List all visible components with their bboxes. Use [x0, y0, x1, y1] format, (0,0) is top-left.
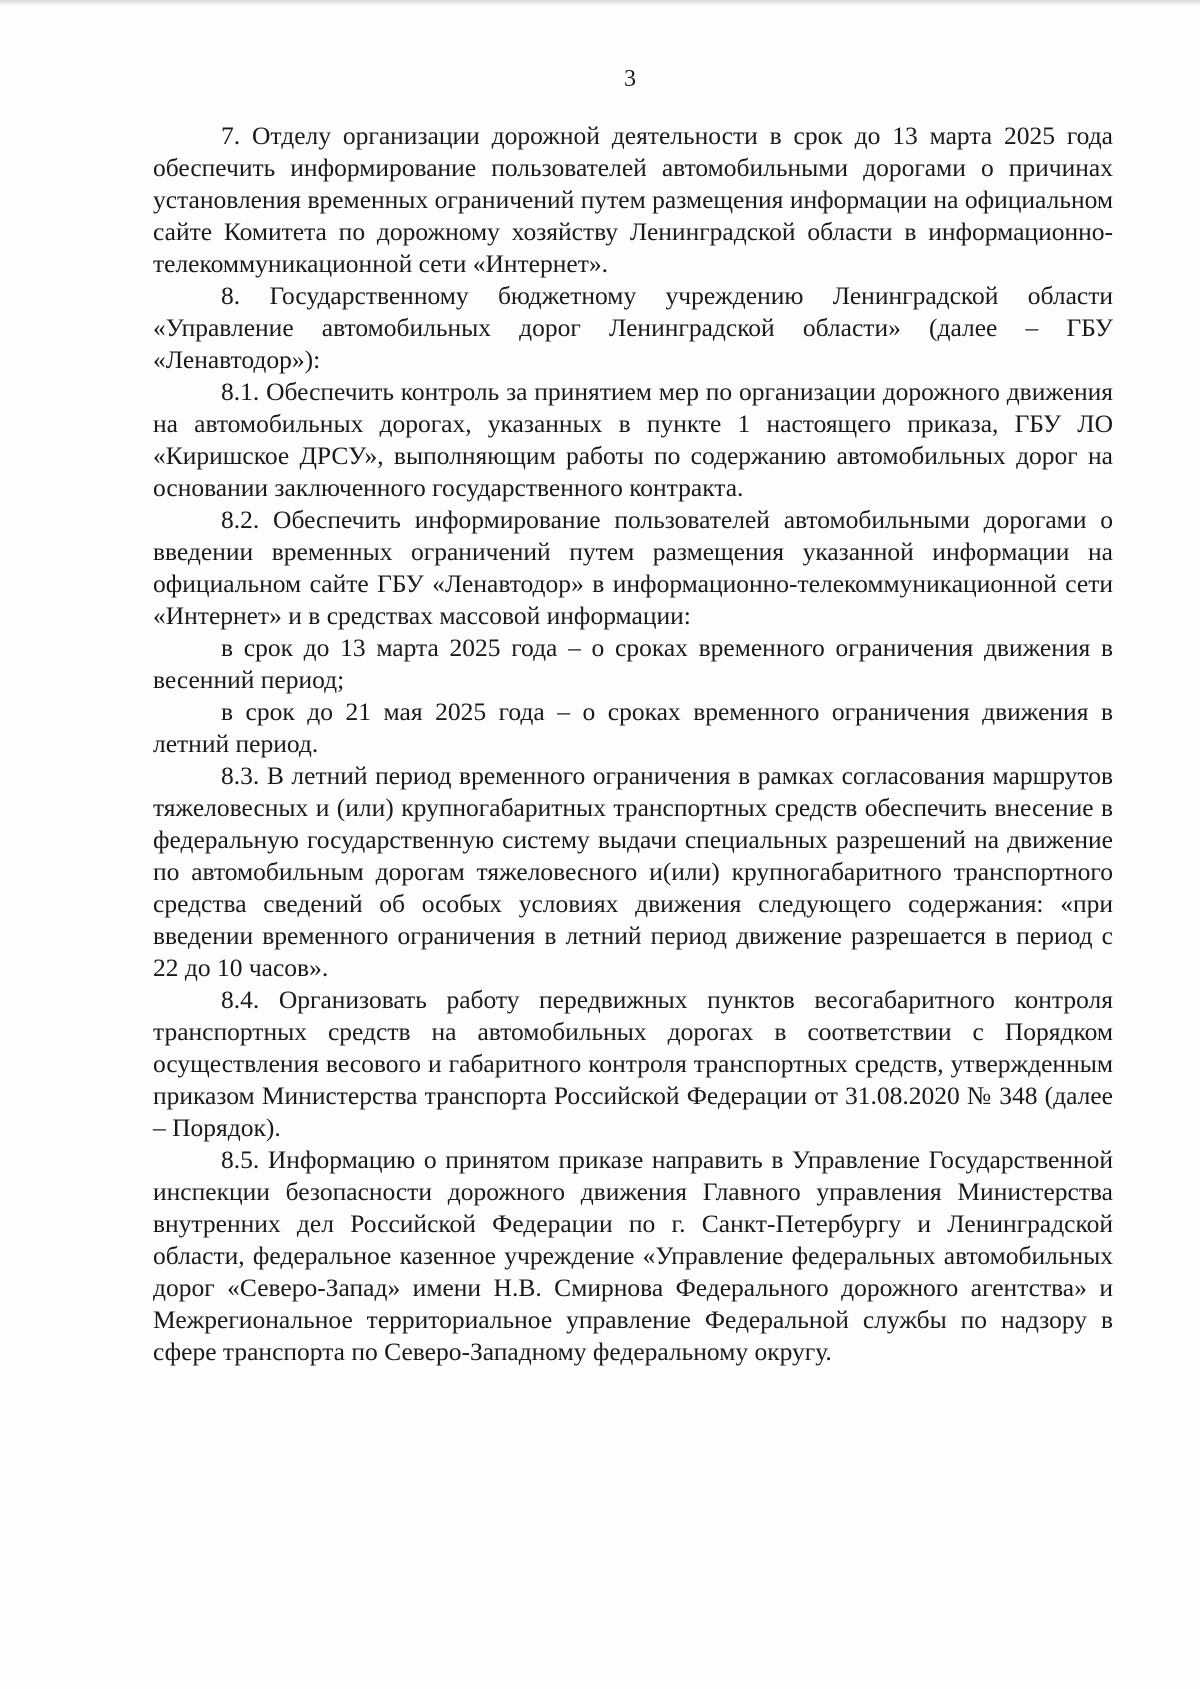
document-body — [153, 120, 1113, 1368]
paragraph-8-2: 8.2. Обеспечить информирование пользователей автомобильными дорогами о введении временных ограничений путем размещения указанной информации на официальном сайте ГБУ «Ленавтодор» в информационно-телекоммуникационной сети «Интернет» и в средствах массовой информации: — [153, 505, 1113, 630]
paragraph-8-5: 8.5. Информацию о принятом приказе направить в Управление Государственной инспекции безопасности дорожного движения Главного управления Министерства внутренних дел Российской Федерации по г. Санкт-Петербургу и Ленинградской области, федеральное казенное учреждение «Управление федеральных автомобильных дорог «Северо-Запад» имени Н.В. Смирнова Федерального дорожного агентства» и Межрегиональное территориальное управление Федеральной службы по надзору в сфере транспорта по Северо-Западному федеральному округу. — [153, 1145, 1113, 1366]
scan-edge — [0, 0, 1200, 6]
paragraph-8: 8. Государственному бюджетному учреждению Ленинградской области «Управление автомобильных дорог Ленинградской области» (далее – ГБУ «Ленавтодор»): — [153, 281, 1113, 374]
page-number: 3 — [624, 66, 636, 92]
paragraph-8-2-spring: в срок до 13 марта 2025 года – о сроках временного ограничения движения в весенний период; — [153, 633, 1113, 694]
paragraph-8-2-summer: в срок до 21 мая 2025 года – о сроках временного ограничения движения в летний период. — [153, 697, 1113, 758]
paragraph-8-3: 8.3. В летний период временного ограничения в рамках согласования маршрутов тяжеловесных и (или) крупногабаритных транспортных средств обеспечить внесение в федеральную государственную систему выдачи специальных разрешений на движение по автомобильным дорогам тяжеловесного и(или) крупногабаритного транспортного средства сведений об особых условиях движения следующего содержания: «при введении временного ограничения в летний период движение разрешается в период с 22 до 10 часов». — [153, 761, 1113, 982]
paragraph-8-1: 8.1. Обеспечить контроль за принятием мер по организации дорожного движения на автомобильных дорогах, указанных в пункте 1 настоящего приказа, ГБУ ЛО «Киришское ДРСУ», выполняющим работы по содержанию автомобильных дорог на основании заключенного государственного контракта. — [153, 377, 1113, 502]
paragraph-7: 7. Отделу организации дорожной деятельности в срок до 13 марта 2025 года обеспечить информирование пользователей автомобильными дорогами о причинах установления временных ограничений путем размещения информации на официальном сайте Комитета по дорожному хозяйству Ленинградской области в информационно-телекоммуникационной сети «Интернет». — [153, 121, 1113, 278]
paragraph-8-4: 8.4. Организовать работу передвижных пунктов весогабаритного контроля транспортных средств на автомобильных дорогах в соответствии с Порядком осуществления весового и габаритного контроля транспортных средств, утвержденным приказом Министерства транспорта Российской Федерации от 31.08.2020 № 348 (далее – Порядок). — [153, 985, 1113, 1142]
